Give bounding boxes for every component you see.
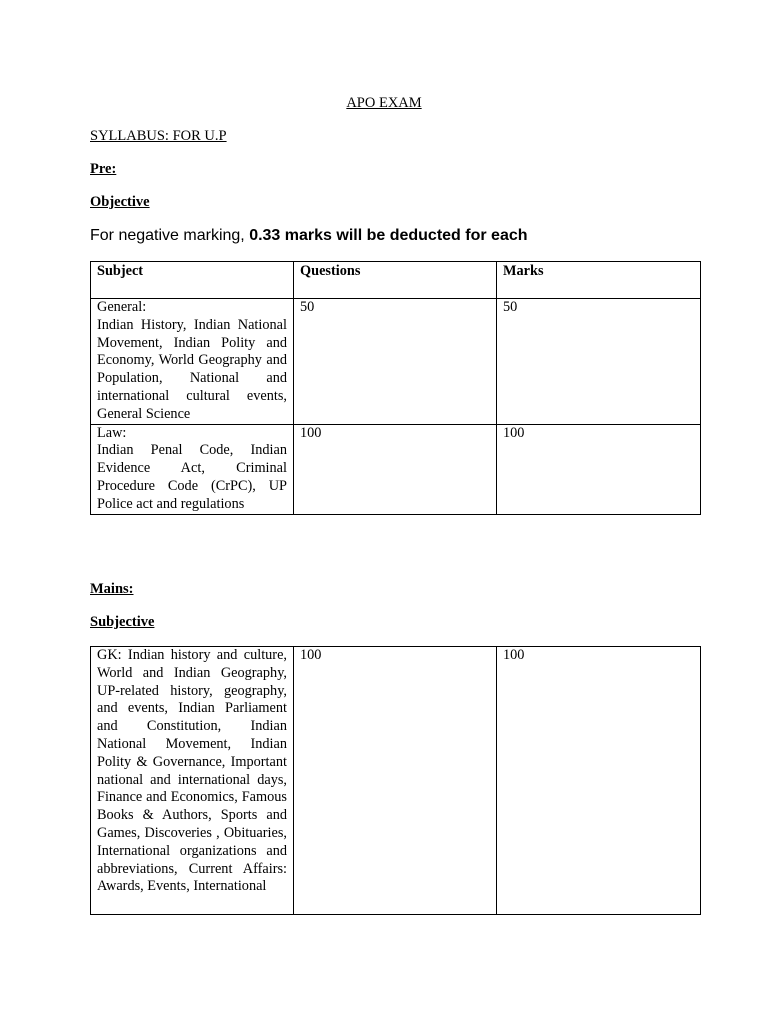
- table-row: [91, 647, 701, 915]
- subject-topics: Indian history and culture, World and Indian Geography, UP-related history, geography, and events, Indian Parliament and Constitution, Indian National Movement, Indian Polity & Governance, Important national and international days, Finance and Economics, Famous Books & Authors, Sports and Games, Discoveries , Obituaries, International organizations and abbreviations, Current Affairs: Awards, Events, International: [97, 647, 287, 895]
- marks-cell: 100: [497, 647, 701, 915]
- objective-heading: Objective: [90, 194, 150, 210]
- subject-topics-wrap: [97, 647, 287, 913]
- subject-title: Law:: [97, 424, 127, 441]
- subject-cell: [91, 299, 294, 425]
- subject-cell: [91, 647, 294, 915]
- table-row: [91, 299, 701, 425]
- header-questions: Questions: [294, 262, 497, 299]
- subjective-heading: Subjective: [90, 614, 155, 630]
- pre-heading: Pre:: [90, 161, 117, 177]
- subject-topics: Indian Penal Code, Indian Evidence Act, Criminal Procedure Code (CrPC), UP Police act and regulations: [97, 442, 287, 512]
- mains-heading: Mains:: [90, 581, 134, 597]
- marks-cell: 50: [497, 299, 701, 425]
- header-marks: Marks: [497, 262, 701, 299]
- questions-cell: 100: [294, 424, 497, 514]
- pre-exam-table: [90, 261, 701, 515]
- subject-title: General:: [97, 299, 147, 315]
- document-title: APO EXAM: [346, 95, 422, 111]
- negative-marking-note: [90, 226, 528, 246]
- table-header-row: [91, 262, 701, 299]
- questions-cell: 50: [294, 299, 497, 425]
- subject-cell: [91, 424, 294, 514]
- questions-cell: 100: [294, 647, 497, 915]
- negative-marking-emphasis: 0.33 marks will be deducted for each: [249, 227, 528, 244]
- subject-title: GK:: [97, 647, 122, 663]
- marks-cell: 100: [497, 424, 701, 514]
- syllabus-heading: SYLLABUS: FOR U.P: [90, 128, 227, 144]
- table-row: [91, 424, 701, 514]
- subject-topics: Indian History, Indian National Movement, Indian Polity and Economy, World Geography and Population, National and international cultural events, General Science: [97, 316, 287, 422]
- mains-exam-table: [90, 646, 701, 915]
- negative-marking-lead: For negative marking,: [90, 227, 250, 244]
- header-subject: Subject: [91, 262, 294, 299]
